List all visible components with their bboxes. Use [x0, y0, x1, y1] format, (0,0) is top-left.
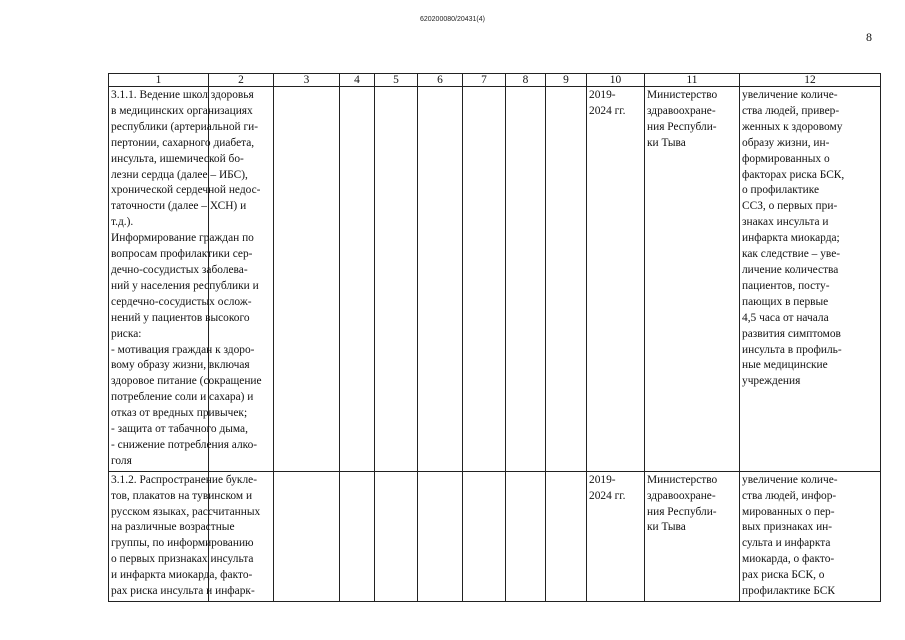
empty-cell — [375, 87, 418, 472]
cell-text-line: риска: — [111, 327, 142, 340]
cell-text-line: вопросам профилактики сер- — [111, 248, 253, 261]
cell-text-line: таточности (далее – ХСН) и — [111, 200, 247, 213]
column-header: 11 — [645, 74, 740, 87]
cell-text-line: как следствие – уве- — [742, 248, 841, 261]
cell-text-line: ные медицинские — [742, 359, 828, 372]
column-header: 5 — [375, 74, 418, 87]
cell-text-line: вых признаках ин- — [742, 521, 833, 534]
empty-cell — [506, 471, 546, 601]
cell-text-line: ния Республи- — [647, 505, 717, 518]
cell-text-line: пертонии, сахарного диабета, — [111, 136, 255, 149]
cell-text-line: инсульта в профиль- — [742, 343, 842, 356]
empty-cell — [340, 87, 375, 472]
cell-text-line: и инфаркта миокарда, факто- — [111, 569, 253, 582]
empty-cell — [274, 87, 340, 472]
empty-cell — [463, 87, 506, 472]
cell-text-line: факторах риска БСК, — [742, 168, 845, 181]
cell-text-line: на различные возрастные — [111, 521, 235, 534]
cell-text-line: нений у пациентов высокого — [111, 311, 250, 324]
cell-text-line: сердечно-сосудистых ослож- — [111, 295, 252, 308]
cell-text-line: формированных о — [742, 152, 830, 165]
cell-text-line: женных к здоровому — [742, 120, 843, 133]
cell-text-line: ний у населения республики и — [111, 279, 259, 292]
cell-text-line: т.д.). — [111, 216, 134, 229]
cell-text-line: 2019- — [589, 473, 616, 486]
cell-text-line: учреждения — [742, 375, 801, 388]
cell-text-line: развития симптомов — [742, 327, 841, 340]
expected-result-cell — [740, 87, 881, 472]
cell-text-line: хронической сердечной недос- — [111, 184, 261, 197]
empty-cell — [463, 471, 506, 601]
cell-text-line: 3.1.1. Ведение школ здоровья — [111, 89, 254, 101]
empty-cell — [418, 87, 463, 472]
cell-text-line: в медицинских организациях — [111, 104, 253, 117]
cell-text-line: 3.1.2. Распространение букле- — [111, 473, 257, 486]
column-header: 3 — [274, 74, 340, 87]
cell-text-line: инсульта, ишемической бо- — [111, 152, 244, 165]
cell-text-line: - снижение потребления алко- — [111, 438, 258, 451]
empty-cell — [546, 87, 587, 472]
cell-text-line: ства людей, инфор- — [742, 489, 837, 502]
column-header: 1 — [109, 74, 209, 87]
cell-text-line: - мотивация граждан к здоро- — [111, 343, 255, 356]
cell-text-line: пающих в первые — [742, 295, 829, 308]
cell-text-line: 2024 гг. — [589, 489, 626, 502]
cell-text-line: группы, по информированию — [111, 537, 254, 550]
document-id: 620200080/20431(4) — [419, 16, 485, 23]
cell-text-line: увеличение количе- — [742, 89, 838, 101]
cell-text-line: потребление соли и сахара) и — [111, 391, 254, 404]
cell-text-line: голя — [111, 454, 132, 467]
cell-text-line: знаках инсульта и — [742, 216, 829, 229]
cell-text-line: миокарда, о факто- — [742, 553, 835, 566]
cell-text-line: республики (артериальной ги- — [111, 120, 259, 133]
measure-description-cell — [109, 87, 262, 472]
cell-text-line: рах риска БСК, о — [742, 569, 825, 582]
cell-text-line: ки Тыва — [647, 136, 686, 149]
cell-text-line: 4,5 часа от начала — [742, 311, 829, 324]
cell-text-line: профилактике БСК — [742, 585, 835, 598]
cell-text-line: увеличение количе- — [742, 473, 838, 486]
table-row — [109, 87, 881, 472]
responsible-cell — [645, 471, 740, 601]
responsible-cell — [645, 87, 740, 472]
empty-cell — [418, 471, 463, 601]
measures-table — [108, 73, 881, 602]
cell-text-line: Министерство — [647, 473, 718, 486]
cell-text-line: рах риска инсульта и инфарк- — [111, 585, 255, 598]
empty-cell — [340, 471, 375, 601]
column-header: 12 — [740, 74, 881, 87]
cell-text-line: о профилактике — [742, 184, 820, 197]
page-number: 8 — [866, 30, 872, 44]
period-cell — [587, 471, 645, 601]
cell-text-line: ния Республи- — [647, 120, 717, 133]
cell-text-line: личение количества — [742, 263, 839, 276]
table-header-row — [109, 74, 881, 87]
period-cell — [587, 87, 645, 472]
table-row — [109, 471, 881, 601]
column-header: 2 — [209, 74, 274, 87]
cell-text-line: русском языках, рассчитанных — [111, 505, 261, 518]
empty-cell — [274, 471, 340, 601]
cell-text-line: тов, плакатов на тувинском и — [111, 489, 253, 502]
cell-text-line: сульта и инфаркта — [742, 537, 831, 550]
cell-text-line: 2024 гг. — [589, 104, 626, 117]
cell-text-line: ССЗ, о первых при- — [742, 200, 838, 213]
cell-text-line: ки Тыва — [647, 521, 686, 534]
cell-text-line: о первых признаках инсульта — [111, 553, 254, 566]
cell-text-line: Министерство — [647, 89, 718, 101]
empty-cell — [506, 87, 546, 472]
cell-text-line: Информирование граждан по — [111, 232, 254, 245]
cell-text-line: ства людей, привер- — [742, 104, 840, 117]
cell-text-line: вому образу жизни, включая — [111, 359, 250, 372]
cell-text-line: инфаркта миокарда; — [742, 232, 840, 245]
cell-text-line: мированных о пер- — [742, 505, 835, 518]
cell-text-line: здравоохране- — [647, 104, 716, 117]
column-header: 9 — [546, 74, 587, 87]
measure-description-cell — [109, 471, 261, 601]
cell-text-line: лезни сердца (далее – ИБС), — [111, 168, 248, 181]
column-header: 6 — [418, 74, 463, 87]
column-header: 10 — [587, 74, 645, 87]
cell-text-line: 2019- — [589, 89, 616, 101]
cell-text-line: - защита от табачного дыма, — [111, 423, 248, 436]
column-header: 8 — [506, 74, 546, 87]
column-header: 4 — [340, 74, 375, 87]
cell-text-line: здоровое питание (сокращение — [111, 375, 262, 388]
cell-text-line: дечно-сосудистых заболева- — [111, 263, 248, 276]
column-header: 7 — [463, 74, 506, 87]
empty-cell — [375, 471, 418, 601]
expected-result-cell — [740, 471, 881, 601]
cell-text-line: отказ от вредных привычек; — [111, 407, 248, 420]
cell-text-line: здравоохране- — [647, 489, 716, 502]
cell-text-line: пациентов, посту- — [742, 279, 830, 292]
cell-text-line: образу жизни, ин- — [742, 136, 830, 149]
empty-cell — [546, 471, 587, 601]
